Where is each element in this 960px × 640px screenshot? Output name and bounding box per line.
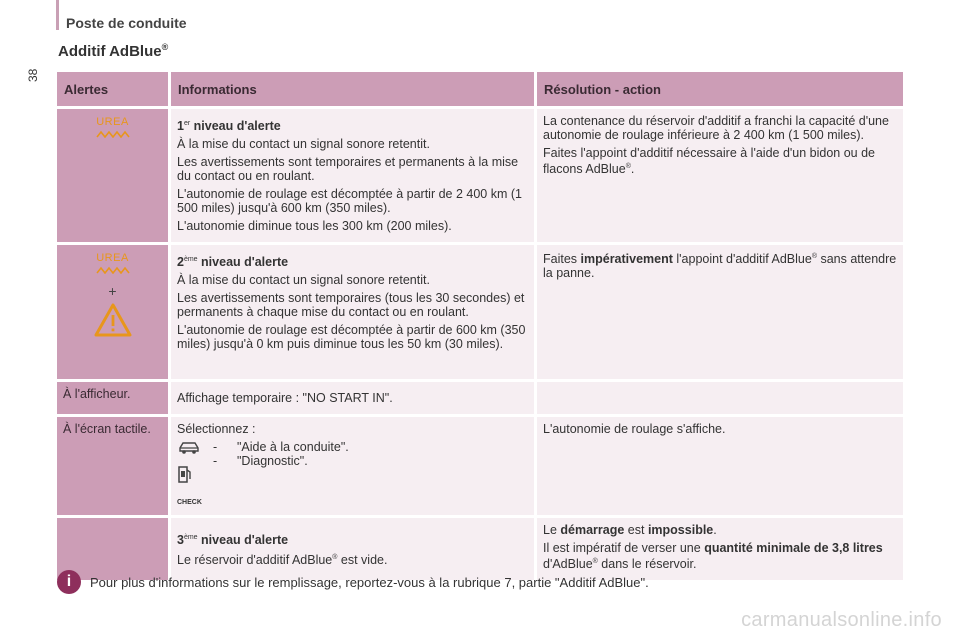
info-line: Les avertissements sont temporaires (tous les 30 secondes) et permanents à chaque mise du contact ou en roulant.: [177, 291, 525, 320]
info-line: L'autonomie de roulage est décomptée à partir de 600 km (350 miles) jusqu'à 0 km puis diminue tous les 50 km (30 miles).: [177, 323, 526, 352]
resolution-cell: L'autonomie de roulage s'affiche.: [537, 417, 903, 515]
fuel-pump-icon: [177, 464, 193, 484]
resolution-line: Il est impératif de verser une quantité minimale de 3,8 litres d'AdBlue® dans le réservoir.: [543, 541, 883, 572]
resolution-line: Le démarrage est impossible.: [543, 523, 717, 538]
alert-cell: À l'écran tactile.: [57, 417, 171, 515]
alert-cell: [57, 109, 171, 242]
check-label: CHECK: [177, 499, 202, 507]
info-line: Les avertissements sont temporaires et permanents à la mise du contact ou en roulant.: [177, 155, 519, 184]
alert-level-heading: 3ème niveau d'alerte: [177, 532, 289, 547]
section-bar: [56, 0, 59, 30]
resolution-line: Faites impérativement l'appoint d'additif AdBlue® sans attendre la panne.: [543, 252, 897, 281]
header-resolution: Résolution - action: [537, 72, 903, 106]
info-line: L'autonomie diminue tous les 300 km (200 miles).: [177, 219, 452, 234]
alert-level-heading: 1er niveau d'alerte: [177, 119, 281, 134]
table-row: [57, 417, 903, 515]
car-icon: [177, 440, 201, 456]
header-alertes: Alertes: [57, 72, 171, 106]
urea-warning-icon: UREA: [96, 251, 130, 274]
info-line: À la mise du contact un signal sonore retentit.: [177, 137, 430, 152]
table-row: [57, 382, 903, 414]
alerts-table: [57, 69, 903, 583]
resolution-line: Faites l'appoint d'additif nécessaire à l'aide d'un bidon ou de flacons AdBlue®.: [543, 146, 875, 177]
info-cell: [171, 518, 537, 580]
table-row: [57, 518, 903, 580]
page-number: 38: [26, 68, 40, 82]
table-row: [57, 245, 903, 379]
table-row: [57, 109, 903, 242]
resolution-cell: [537, 109, 903, 242]
info-line: L'autonomie de roulage est décomptée à partir de 2 400 km (1 500 miles) jusqu'à 600 km (350 miles).: [177, 187, 522, 216]
alert-cell: [57, 245, 171, 379]
watermark: carmanualsonline.info: [741, 609, 942, 631]
plus-sign: +: [108, 283, 117, 300]
list-item: - "Diagnostic".: [213, 454, 308, 469]
table-header-row: [57, 72, 903, 106]
info-line: À la mise du contact un signal sonore retentit.: [177, 273, 430, 288]
info-cell: [171, 245, 537, 379]
section-title: Poste de conduite: [66, 15, 187, 31]
info-line: Sélectionnez :: [177, 422, 256, 437]
resolution-cell: [537, 245, 903, 379]
page-title: Additif AdBlue®: [58, 42, 169, 60]
info-cell: [171, 109, 537, 242]
info-icon: i: [57, 570, 81, 594]
header-informations: Informations: [171, 72, 537, 106]
info-cell: Affichage temporaire : "NO START IN".: [171, 382, 537, 414]
alert-cell: À l'afficheur.: [57, 382, 171, 414]
list-item: - "Aide à la conduite".: [213, 440, 349, 455]
warning-triangle-icon: [93, 302, 133, 338]
resolution-cell: [537, 518, 903, 580]
resolution-cell: [537, 382, 903, 414]
info-cell: [171, 417, 537, 515]
footnote: Pour plus d'informations sur le remplissage, reportez-vous à la rubrique 7, partie "Additif AdBlue".: [90, 575, 649, 590]
resolution-line: La contenance du réservoir d'additif a franchi la capacité d'une autonomie de roulage inférieure à 2 400 km (1 500 miles).: [543, 114, 889, 142]
urea-warning-icon: UREA: [96, 115, 130, 138]
info-line: Le réservoir d'additif AdBlue® est vide.: [177, 552, 388, 567]
alert-level-heading: 2ème niveau d'alerte: [177, 255, 289, 270]
